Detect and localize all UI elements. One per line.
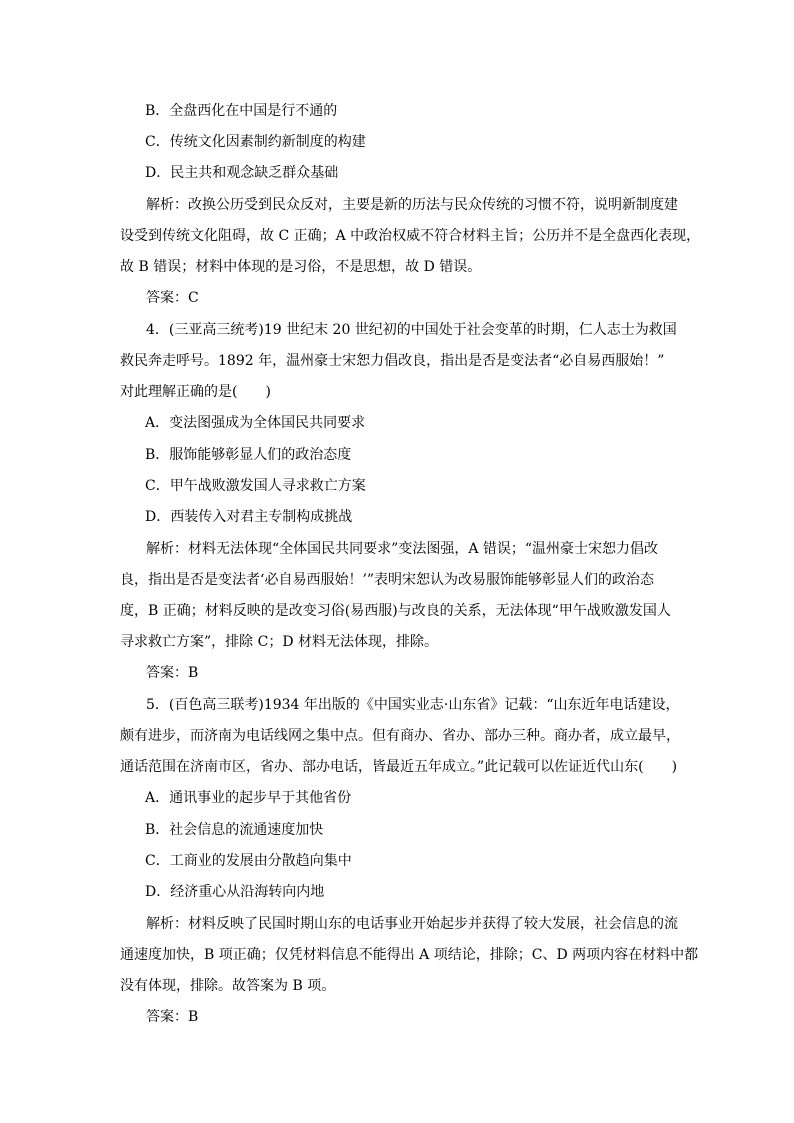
q3-answer: 答案：C (146, 290, 199, 306)
q5-analysis-line: 解析：材料反映了民国时期山东的电话事业开始起步并获得了较大发展，社会信息的流 (146, 916, 678, 932)
q3-analysis-line: 解析：改换公历受到民众反对，主要是新的历法与民众传统的习惯不符，说明新制度建 (146, 197, 678, 213)
q5-stem-line: 通话范围在济南市区，省办、部办电话，皆最近五年成立。”此记载可以佐证近代山东( ) (120, 759, 678, 775)
q4-option-d: D．西装传入对君主专制构成挑战 (145, 509, 353, 525)
q4-analysis-line: 解析：材料无法体现“全体国民共同要求”变法图强，A 错误；“温州豪士宋恕力倡改 (146, 541, 659, 557)
q4-stem-line: 4．(三亚高三统考)19 世纪末 20 世纪初的中国处于社会变革的时期，仁人志士为救国 (146, 322, 677, 338)
q5-answer: 答案：B (146, 1009, 199, 1025)
q5-stem-line: 颇有进步，而济南为电话线网之集中点。但有商办、省办、部办三种。商办者，成立最早， (120, 728, 680, 744)
q3-analysis-line: 设受到传统文化阻碍，故 C 正确；A 中政治权威不符合材料主旨；公历并不是全盘西化表现， (120, 228, 701, 244)
q5-stem-line: 5．(百色高三联考)1934 年出版的《中国实业志·山东省》记载：“山东近年电话建设， (146, 697, 680, 713)
q4-option-a: A．变法图强成为全体国民共同要求 (145, 415, 366, 431)
q4-analysis-line: 良，指出是否是变法者‘必自易西服始！’”表明宋恕认为改易服饰能够彰显人们的政治态 (120, 572, 655, 588)
q3-analysis-line: 故 B 错误；材料中体现的是习俗，不是思想，故 D 错误。 (120, 259, 482, 275)
q5-option-d: D．经济重心从沿海转向内地 (145, 884, 325, 900)
q4-option-b: B．服饰能够彰显人们的政治态度 (145, 447, 352, 463)
q5-option-b: B．社会信息的流通速度加快 (145, 822, 324, 838)
q5-option-c: C．工商业的发展由分散趋向集中 (145, 853, 352, 869)
q4-answer: 答案：B (146, 665, 199, 681)
q5-analysis-line: 通速度加快，B 项正确；仅凭材料信息不能得出 A 项结论，排除；C、D 两项内容在材料中都 (120, 947, 699, 963)
q3-option-c: C．传统文化因素制约新制度的构建 (145, 134, 366, 150)
q4-analysis-line: 寻求救亡方案”，排除 C；D 材料无法体现，排除。 (120, 634, 438, 650)
q4-option-c: C．甲午战败激发国人寻求救亡方案 (145, 478, 366, 494)
q3-option-d: D．民主共和观念缺乏群众基础 (145, 165, 339, 181)
q4-analysis-line: 度，B 正确；材料反映的是改变习俗(易西服)与改良的关系，无法体现“甲午战败激发国人 (120, 603, 671, 619)
q3-option-b: B．全盘西化在中国是行不通的 (145, 103, 338, 119)
q4-stem-line: 救民奔走呼号。1892 年，温州豪士宋恕力倡改良，指出是否是变法者“必自易西服始！” (120, 353, 665, 369)
q5-option-a: A．通讯事业的起步早于其他省份 (145, 790, 352, 806)
q5-analysis-line: 没有体现，排除。故答案为 B 项。 (120, 978, 336, 994)
q4-stem-line: 对此理解正确的是( ) (120, 384, 271, 400)
